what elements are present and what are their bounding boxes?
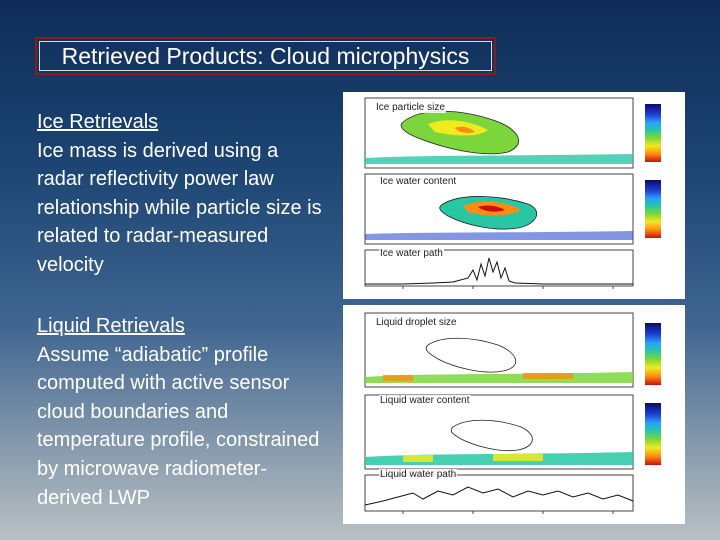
liquid-droplet-size-cloud-outline bbox=[426, 338, 516, 372]
ice-water-content-low-cloud bbox=[365, 231, 633, 240]
liquid-droplet-size-label: Liquid droplet size bbox=[376, 317, 457, 328]
ice-retrievals-text bbox=[37, 108, 327, 280]
slide-title-box bbox=[35, 37, 496, 75]
slide-title: Retrieved Products: Cloud microphysics bbox=[61, 42, 470, 69]
liquid-retrievals-heading: Liquid Retrievals bbox=[37, 315, 185, 337]
liquid-water-content-cloud-outline bbox=[451, 420, 532, 450]
ice-particle-size-low-cloud bbox=[365, 154, 633, 164]
liquid-water-path-label: Liquid water path bbox=[380, 469, 457, 480]
ice-water-content-label: Ice water content bbox=[380, 176, 457, 187]
liquid-retrievals-figure bbox=[343, 305, 685, 524]
liquid-retrievals-body: Assume “adiabatic” profile computed with active sensor cloud boundaries and temperature profile, constrained by microwave radiometer-derived LWP bbox=[37, 343, 320, 509]
ice-retrievals-body: Ice mass is derived using a radar reflectivity power law relationship while particle size is related to radar-measured velocity bbox=[37, 139, 322, 276]
ice-water-content-colorbar bbox=[645, 180, 661, 238]
ice-water-path-line bbox=[365, 258, 633, 284]
ice-retrievals-plot bbox=[343, 92, 685, 299]
ice-water-path-label: Ice water path bbox=[380, 248, 443, 259]
liquid-water-content-colorbar bbox=[645, 403, 661, 465]
liquid-water-path-line bbox=[365, 487, 633, 505]
liquid-retrievals-plot bbox=[343, 305, 685, 524]
liquid-water-content-label: Liquid water content bbox=[380, 395, 470, 406]
ice-retrievals-heading: Ice Retrievals bbox=[37, 111, 159, 133]
ice-particle-size-label: Ice particle size bbox=[376, 102, 445, 113]
liquid-retrievals-text bbox=[37, 312, 327, 512]
liquid-droplet-size-colorbar bbox=[645, 323, 661, 385]
ice-retrievals-figure bbox=[343, 92, 685, 299]
ice-particle-size-colorbar bbox=[645, 104, 661, 162]
liquid-water-path-frame bbox=[365, 475, 633, 511]
